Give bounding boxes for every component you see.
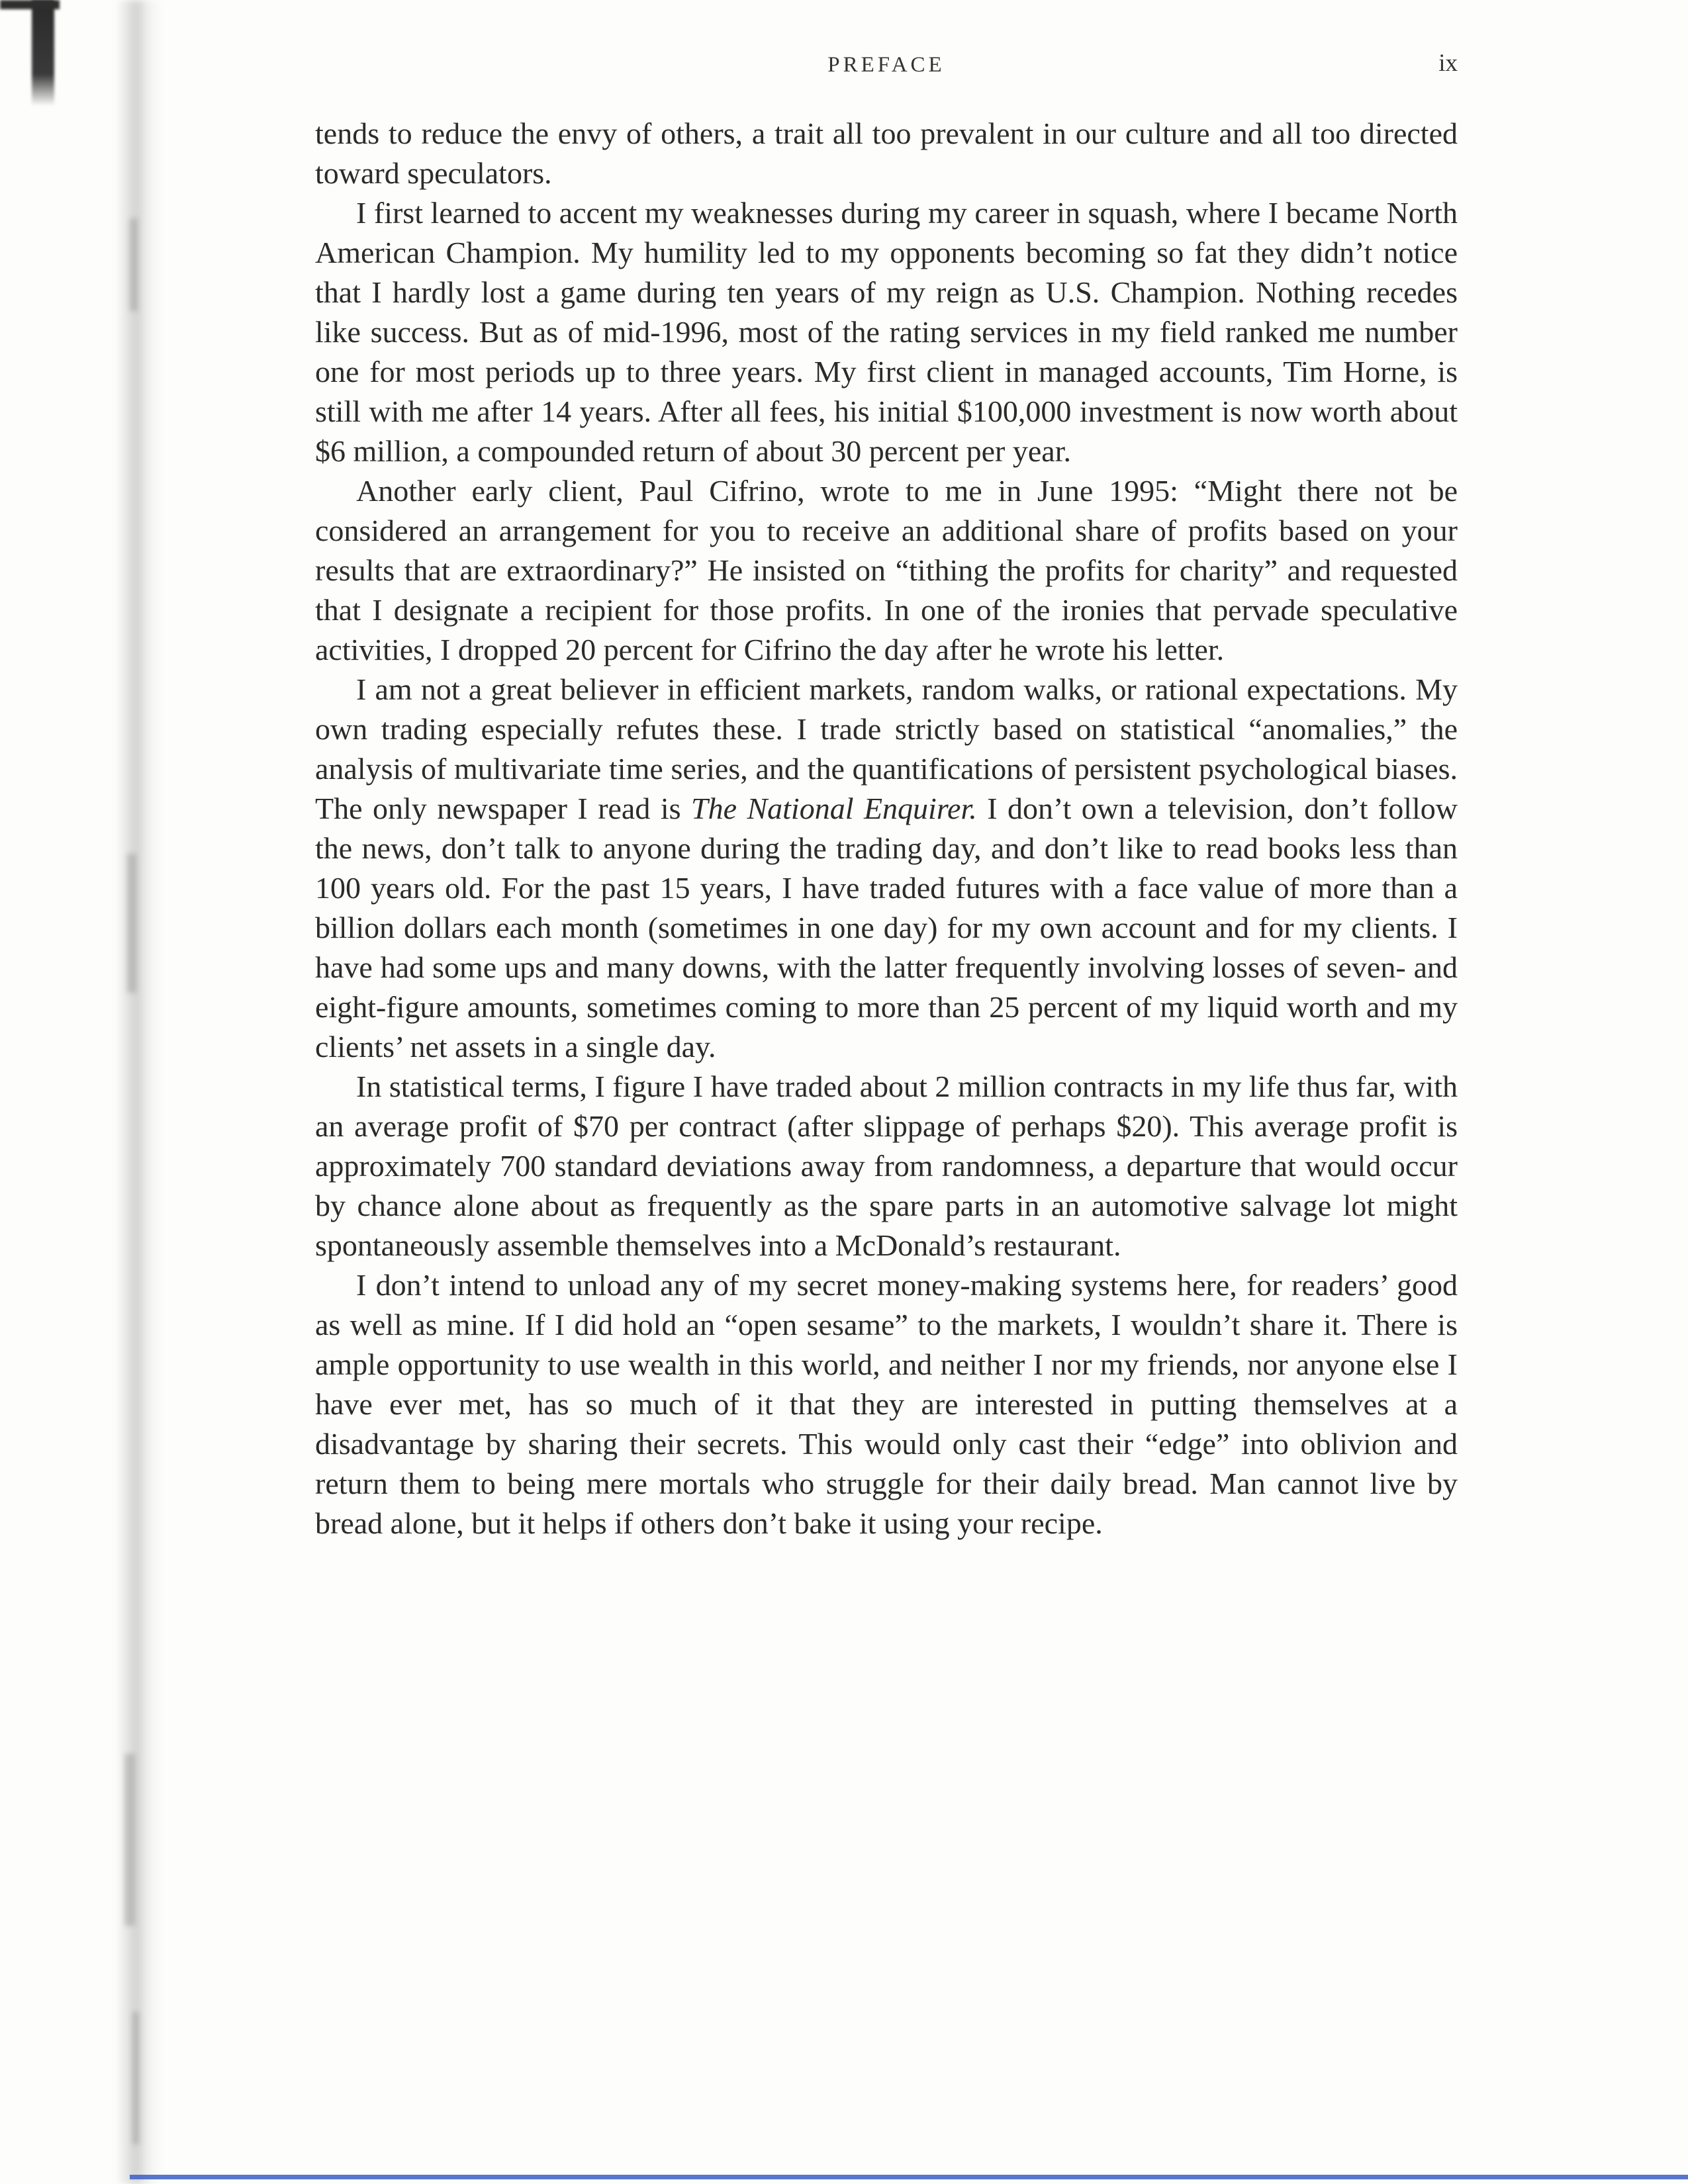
scan-smudge — [124, 1754, 135, 1926]
text-segment: Another early client, Paul Cifrino, wrote to me in June 1995: “Might there not be considered an arrangement for you to receive an additional share of profits based on your results that are extraordinary?” He insisted on “tithing the profits for charity” and requested that I designate a recipient for those profits. In one of the ironies that pervade speculative activities, I dropped 20 percent for Cifrino the day after he wrote his letter. — [315, 474, 1458, 666]
paragraph — [315, 1265, 1458, 1543]
text-segment: I don’t own a television, don’t follow the news, don’t talk to anyone during the trading day, and don’t like to read books less than 100 years old. For the past 15 years, I have traded futures with a face value of more than a billion dollars each month (sometimes in one day) for my own account and for my clients. I have had some ups and many downs, with the latter frequently involving losses of seven- and eight-figure amounts, sometimes coming to more than 25 percent of my liquid worth and my clients’ net assets in a single day. — [315, 792, 1458, 1064]
paragraph — [315, 471, 1458, 670]
page-header — [315, 50, 1458, 83]
text-segment: tends to reduce the envy of others, a trait all too prevalent in our culture and all too directed toward speculators. — [315, 116, 1458, 190]
paragraph — [315, 1067, 1458, 1265]
page-body — [315, 114, 1458, 1543]
scan-artifact-top-edge-mark — [0, 0, 60, 9]
scan-artifact-corner-mark — [32, 0, 54, 106]
paragraph — [315, 670, 1458, 1067]
italic-text-segment: The National Enquirer. — [690, 792, 977, 825]
scan-artifact-blue-line — [130, 2175, 1688, 2179]
paragraph — [315, 114, 1458, 193]
binding-shadow — [116, 0, 162, 2184]
running-title: PREFACE — [827, 53, 945, 77]
text-segment: I am not a great believer in efficient markets, random walks, or rational expectations. My own trading especially refutes these. I trade strictly based on statistical “anomalies,” the analysis of multivariate time series, and the quantifications of persistent psychological biases. The only newspaper I read is — [315, 672, 1458, 825]
page-number: ix — [1438, 50, 1458, 77]
text-segment: I don’t intend to unload any of my secret money-making systems here, for readers’ good as well as mine. If I did hold an “open sesame” to the markets, I wouldn’t share it. There is ample opportunity to use wealth in this world, and neither I nor my friends, nor anyone else I have ever met, has so much of it that they are interested in putting themselves at a disadvantage by sharing their secrets. This would only cast their “edge” into oblivion and return them to being mere mortals who struggle for their daily bread. Man cannot live by bread alone, but it helps if others don’t bake it using your recipe. — [315, 1268, 1458, 1540]
text-segment: I first learned to accent my weaknesses during my career in squash, where I became North American Champion. My humility led to my opponents becoming so fat they didn’t notice that I hardly lost a game during ten years of my reign as U.S. Champion. Nothing recedes like success. But as of mid-1996, most of the rating services in my field ranked me number one for most periods up to three years. My first client in managed accounts, Tim Horne, is still with me after 14 years. After all fees, his initial $100,000 investment is now worth about $6 million, a compounded return of about 30 percent per year. — [315, 196, 1458, 468]
text-segment: In statistical terms, I figure I have traded about 2 million contracts in my life thus far, with an average profit of $70 per contract (after slippage of perhaps $20). This average profit is approximately 700 standard deviations away from randomness, a departure that would occur by chance alone about as frequently as the spare parts in an automotive salvage lot might spontaneously assemble themselves into a McDonald’s restaurant. — [315, 1069, 1458, 1262]
paragraph — [315, 193, 1458, 471]
scan-smudge — [127, 854, 136, 993]
text-block — [315, 50, 1458, 1543]
scan-smudge — [132, 2012, 139, 2144]
scan-smudge — [130, 218, 138, 311]
